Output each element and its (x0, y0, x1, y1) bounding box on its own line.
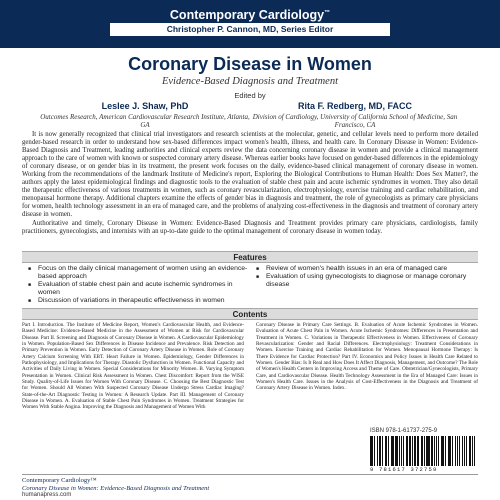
editor-name: Leslee J. Shaw, PhD (101, 101, 189, 111)
barcode-stripe (374, 436, 375, 466)
barcode-stripe (379, 436, 381, 466)
barcode-stripe (436, 436, 437, 466)
feature-item: ■ Evaluation of using gynecologists to diagnose or manage coronary disease (256, 273, 478, 289)
book-title: Coronary Disease in Women (128, 54, 372, 74)
barcode-stripe (401, 436, 402, 466)
barcode-stripe (464, 436, 465, 466)
barcode-stripe (372, 436, 373, 466)
feature-item: ■ Focus on the daily clinical management of women using an evidence-based approach (28, 265, 250, 281)
barcode-stripe (409, 436, 411, 466)
barcode-stripe (403, 436, 405, 466)
editor-affiliation: Division of Cardiology, University of California School of Medicine, San Francisco, CA (252, 113, 458, 130)
barcode-stripe (457, 436, 458, 466)
editor-left (40, 101, 250, 130)
barcode-stripe (459, 436, 461, 466)
barcode-stripe (443, 436, 444, 466)
publisher-website: humanapress.com (22, 492, 72, 498)
contents-section (22, 322, 478, 411)
barcode-stripe (414, 436, 416, 466)
features-column-left (22, 265, 250, 305)
description-paragraph: It is now generally recognized that clinical trial investigators and research scientists at the molecular, genetic, and cellular levels need to perform more detailed gender-based research in order to understand how sex-based differences impact women's health, illness, and health care. In Coronary Disease in Women: Evidence-Based Diagnosis and Treatment, leading authorities and clinical experts review the data concerning coronary disease in women and provide a clinical management approach to the care of women with known or suspected coronary artery disease. Whereas earlier books have focused on gender-based differences in the epidemiology of coronary disease, or on gender bias in its treatment, the present work focuses on the daily, evidence-based clinical management of coronary disease in women. Working from the recommendations of the landmark Institute of Medicine's report, Exploring the Biological Contributions to Human Health: Does Sex Matter?, the authors apply the latest epidemiological findings and diagnostic tools to the evaluation of stable chest pain and acute ischemic syndromes in women. They also detail the therapeutic effectiveness of various treatments in women, such as coronary revascularization, electrophysiology, exercise training and cardiac rehabilitation, and menopausal hormone therapy. Additional chapters examine the effects of gender bias in diagnosis and treatment, the role of gynecologists as primary care physicians for women, health technology assessment in an era of managed care, and the problems of analyzing cost-effectiveness in the diagnosis and treatment of coronary artery disease in women. (22, 131, 478, 219)
feature-item: ■ Evaluation of stable chest pain and acute ischemic syndromes in women (28, 281, 250, 297)
barcode-stripe (450, 436, 451, 466)
barcode-stripe (382, 436, 383, 466)
series-title: Contemporary Cardiology™ (169, 8, 331, 22)
series-banner (0, 0, 500, 48)
features-heading: Features (22, 251, 478, 263)
editor-right (250, 101, 460, 130)
barcode-stripe (474, 436, 475, 466)
feature-item: ■ Discussion of variations in therapeutic effectiveness in women (28, 297, 250, 305)
contents-column-left: Part I. Introduction. The Institute of Medicine Report, Women's Cardiovascular Health, and Evidence-Based Medicine: Evidence-Based Medicine in the Assessment of Women at Risk for Cardiovascular Disease. Part II. Screening and Diagnosis of Coronary Disease in Women. A Cardiovascular Epidemiology in Women. Population-Based Sex Differences in Disease Incidence and Prevalence. Risk Detection and Primary Prevention in Women. Early Detection of Coronary Artery Disease in Women. Role of Coronary Artery Calcium Screening With EBT. Heart Failure in Women. Epidemiology, Gender Differences in Pathophysiology, and Implications for Therapy. Diastolic Dysfunction in Women. Functional Capacity and Activities of Daily Living in Women. Special Considerations for Minority Women. B. Varying Symptom Presentation in Women. Clinical Risk Assessment in Women. Chest Discomfort: Report from the WISE Study. Quality-of-Life Issues for Women With Coronary Disease. C. Choosing the Best Diagnostic Test for Women. Should All Women With Suspected Coronary Disease Undergo Stress Cardiac Imaging? State-of-the-Art Diagnostic Testing in Women: A Research Update. Part III. Management of Coronary Disease in Women. A. Evaluation of Stable Chest Pain Syndromes in Women. Treatment Strategies for Women With Stable Angina. Improving the Diagnosis and Management of Women With (22, 322, 244, 411)
footer-book-title: Coronary Disease in Women: Evidence-Based Diagnosis and Treatment (22, 484, 210, 492)
barcode-stripe (422, 436, 423, 466)
footer-citation (22, 477, 209, 492)
book-description (22, 131, 478, 236)
barcode-stripe (452, 436, 453, 466)
description-paragraph: Authoritative and timely, Coronary Disease in Women: Evidence-Based Diagnosis and Treatment provides primary care physicians, cardiologists, family practitioners, gynecologists, and internists with an up-to-date guide to the optimal management of coronary disease in women today. (22, 219, 478, 235)
footer-series: Contemporary Cardiology™ (22, 477, 97, 484)
barcode-stripe (445, 436, 446, 466)
barcode-stripe (417, 436, 419, 466)
barcode-number: 9 781617 372759 (370, 466, 438, 473)
barcode-stripe (407, 436, 408, 466)
series-editor-box (110, 23, 390, 36)
barcode-stripe (431, 436, 433, 466)
barcode-stripe (472, 436, 473, 466)
editor-affiliation: Outcomes Research, American Cardiovascular Research Institute, Atlanta, GA (40, 113, 250, 130)
barcode-stripe (393, 436, 394, 466)
barcode-stripe (438, 436, 440, 466)
contents-heading: Contents (22, 308, 478, 320)
barcode-stripe (386, 436, 387, 466)
barcode-stripe (395, 436, 397, 466)
contents-column-right: Coronary Disease in Primary Care Settings. B. Evaluation of Acute Ischemic Syndromes in Women. Evaluation of Acute Chest Pain in Women. Acute Ischemic Syndromes: Differences in Presentation and Treatment in Women. C. Variations in Therapeutic Effectiveness in Women. Effectiveness of Coronary Revascularization: Gender and Racial Differences. Electrophysiology: Treatment Considerations in Women. Exercise Training and Cardiac Rehabilitation for Women. Menopausal Hormone Therapy: Is There Evidence for Cardiac Protection? Part IV. Economics and Policy Issues in Health Care Related to Women. Gender Bias: Is It Real and How Does It Affect Diagnosis, Management, and Outcome? The Role of Women's Health Centers in Improving Access and Theme of Care. Obstetrician/Gynecologists, Primary Care, and Cardiovascular Disease. Health Technology Assessment in the Era of Managed Care: Issues in Women's Health Care. Issues in the Analysis of Cost-Effectiveness in the Diagnosis and Treatment of Coronary Artery Disease in Women. Index. (256, 322, 478, 392)
editor-name: Rita F. Redberg, MD, FACC (297, 101, 412, 111)
feature-item: ■ Review of women's health issues in an era of managed care (256, 265, 478, 273)
features-column-right (250, 265, 478, 305)
isbn-label: ISBN 978-1-61737-275-9 (370, 428, 438, 434)
barcode-stripe (466, 436, 468, 466)
barcode-stripe (388, 436, 390, 466)
footer-divider (22, 474, 478, 475)
features-list (22, 265, 478, 305)
series-editor: Christopher P. Cannon, MD, Series Editor (166, 24, 334, 34)
barcode-stripe (429, 436, 430, 466)
edited-by-label: Edited by (234, 91, 266, 100)
book-subtitle: Evidence-Based Diagnosis and Treatment (161, 76, 339, 87)
barcode-icon (370, 436, 476, 466)
barcode-stripe (424, 436, 425, 466)
